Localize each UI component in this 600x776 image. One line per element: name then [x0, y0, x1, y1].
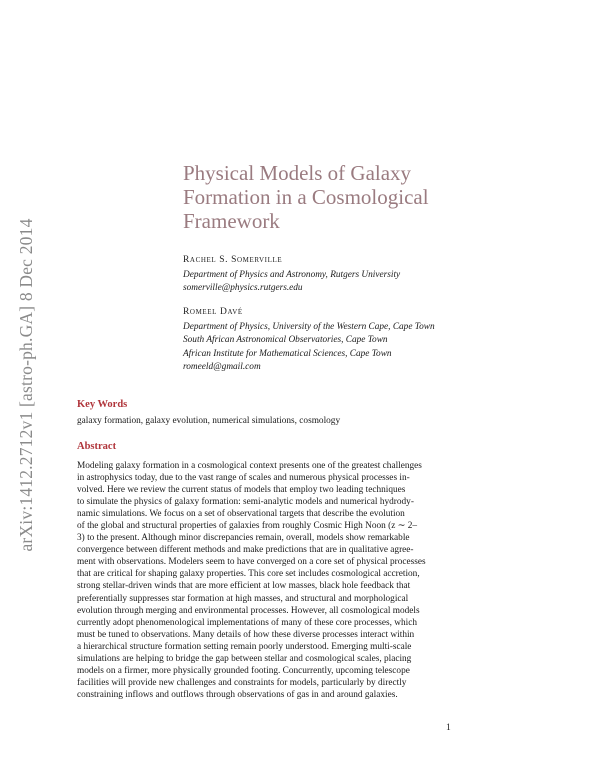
abstract-line: volved. Here we review the current status of models that employ two leading techniques	[77, 485, 406, 496]
keywords-text: galaxy formation, galaxy evolution, numerical simulations, cosmology	[77, 416, 341, 426]
abstract-line: to simulate the physics of galaxy formation: semi-analytic models and numerical hydrody-	[77, 497, 414, 508]
author-affiliation: South African Astronomical Observatories, Cape Town	[183, 335, 388, 345]
author-email: romeeld@gmail.com	[183, 362, 261, 372]
abstract-line: models on a firmer, more physically grounded footing. Concurrently, upcoming telescope	[77, 665, 410, 676]
author-affiliation: Department of Physics and Astronomy, Rutgers University	[183, 269, 401, 280]
abstract-line: 3) to the present. Although minor discrepancies remain, overall, models show remarkable	[77, 533, 410, 544]
title-line: Physical Models of Galaxy	[183, 161, 412, 185]
author-block-1	[183, 254, 513, 296]
author-affiliation: Department of Physics, University of the Western Cape, Cape Town	[183, 321, 435, 332]
title-line: Framework	[183, 209, 280, 233]
paper-title	[183, 161, 513, 233]
keywords-heading: Key Words	[77, 399, 128, 410]
abstract-line: must be tuned to observations. Many details of how these diverse processes interact within	[77, 629, 415, 640]
abstract-line: that are critical for shaping galaxy properties. This core set includes cosmological accretion,	[77, 569, 420, 580]
abstract-line: currently adopt phenomenological implementations of many of these core processes, which	[77, 617, 418, 628]
abstract-line: convergence between different methods and make predictions that are in qualitative agree-	[77, 545, 414, 556]
page-number: 1	[446, 723, 451, 733]
abstract-line: facilities will provide new challenges and constraints for models, particularly by directly	[77, 677, 407, 688]
abstract-line: constraining inflows and outflows through observations of gas in and around galaxies.	[77, 689, 398, 700]
arxiv-identifier-stamp: arXiv:1412.2712v1 [astro-ph.GA] 8 Dec 2014	[16, 218, 36, 552]
abstract-line: namic simulations. We focus on a set of observational targets that describe the evolution	[77, 509, 405, 520]
author-name: Romeel Davé	[183, 307, 243, 317]
abstract-line: preferentially suppresses star formation at high masses, and structural and morphological	[77, 593, 409, 604]
abstract-line: Modeling galaxy formation in a cosmological context presents one of the greatest challenges	[77, 461, 422, 471]
author-email: somerville@physics.rutgers.edu	[183, 283, 303, 293]
abstract-line: a hierarchical structure formation setting remain poorly understood. Emerging multi-scale	[77, 641, 412, 652]
abstract-line: strong stellar-driven winds that are more efficient at low masses, black hole feedback that	[77, 581, 411, 592]
abstract-line: simulations are helping to bridge the gap between stellar and cosmological scales, placing	[77, 653, 412, 664]
abstract-line: of the global and structural properties of galaxies from roughly Cosmic High Noon (z ∼ 2–	[77, 521, 418, 532]
abstract-heading: Abstract	[77, 441, 117, 452]
author-affiliation: African Institute for Mathematical Sciences, Cape Town	[183, 348, 392, 359]
abstract-line: ment with observations. Modelers seem to have converged on a core set of physical processes	[77, 557, 426, 568]
abstract-line: evolution through merging and environmental processes. However, all cosmological models	[77, 605, 420, 616]
author-block-2	[183, 306, 513, 375]
abstract-line: in astrophysics today, due to the vast range of scales and numerous physical processes in-	[77, 473, 410, 484]
title-line: Formation in a Cosmological	[183, 185, 429, 209]
author-name: Rachel S. Somerville	[183, 255, 283, 265]
abstract-body	[77, 460, 461, 701]
